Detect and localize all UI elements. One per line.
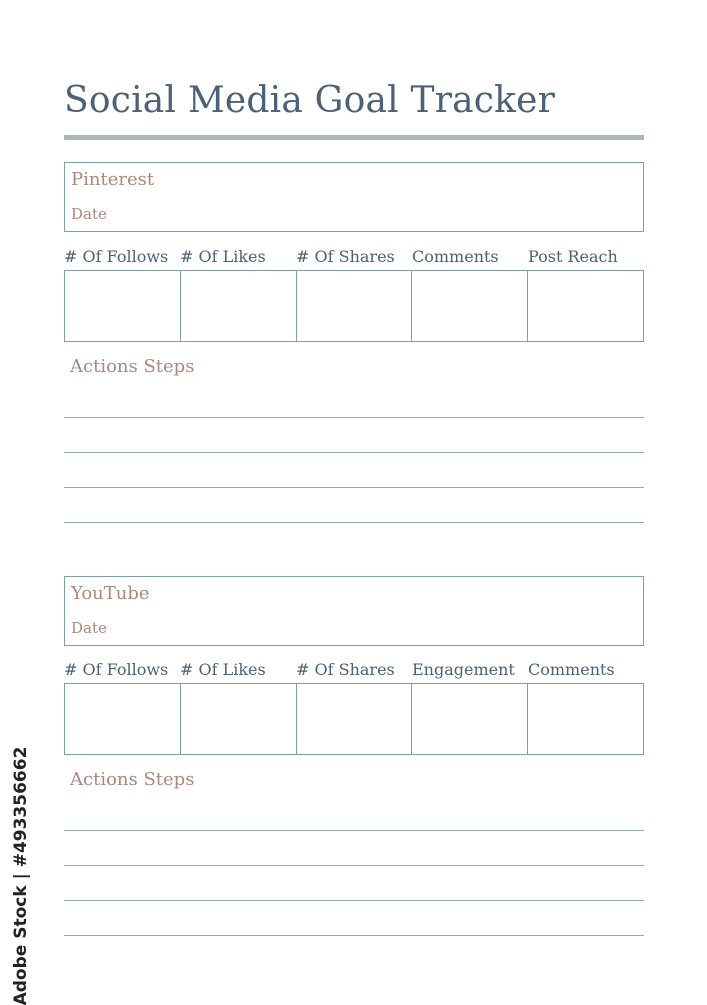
writing-line[interactable] <box>64 417 644 418</box>
metric-label: # Of Shares <box>296 660 395 679</box>
metrics-grid <box>64 683 644 755</box>
platform-header-box <box>64 576 644 646</box>
actions-steps-label: Actions Steps <box>70 356 195 377</box>
metric-cell[interactable] <box>412 684 528 754</box>
platform-name: YouTube <box>71 583 150 604</box>
writing-line[interactable] <box>64 900 644 901</box>
platform-header-box <box>64 162 644 232</box>
metric-label: Post Reach <box>528 247 618 266</box>
metric-cell[interactable] <box>412 271 528 341</box>
page-title: Social Media Goal Tracker <box>64 80 556 121</box>
metric-label: # Of Likes <box>180 660 266 679</box>
metric-cell[interactable] <box>528 271 643 341</box>
writing-line[interactable] <box>64 935 644 936</box>
metric-label: # Of Follows <box>64 660 169 679</box>
metric-cell[interactable] <box>297 684 413 754</box>
platform-name: Pinterest <box>71 169 155 190</box>
metric-label: Comments <box>412 247 499 266</box>
metric-cell[interactable] <box>528 684 643 754</box>
writing-line[interactable] <box>64 452 644 453</box>
title-divider <box>64 135 644 140</box>
metric-label: Comments <box>528 660 615 679</box>
writing-line[interactable] <box>64 865 644 866</box>
date-label: Date <box>71 205 107 223</box>
writing-line[interactable] <box>64 830 644 831</box>
metric-cell[interactable] <box>181 271 297 341</box>
writing-line[interactable] <box>64 522 644 523</box>
metric-label: # Of Follows <box>64 247 169 266</box>
metric-label: Engagement <box>412 660 515 679</box>
stock-watermark <box>8 746 34 1005</box>
metric-label: # Of Likes <box>180 247 266 266</box>
metric-cell[interactable] <box>65 684 181 754</box>
metric-cell[interactable] <box>181 684 297 754</box>
actions-steps-label: Actions Steps <box>70 769 195 790</box>
metric-label: # Of Shares <box>296 247 395 266</box>
date-label: Date <box>71 619 107 637</box>
metrics-grid <box>64 270 644 342</box>
watermark-text: Adobe Stock | #493356662 <box>11 746 31 1005</box>
writing-line[interactable] <box>64 487 644 488</box>
metric-cell[interactable] <box>297 271 413 341</box>
metric-cell[interactable] <box>65 271 181 341</box>
